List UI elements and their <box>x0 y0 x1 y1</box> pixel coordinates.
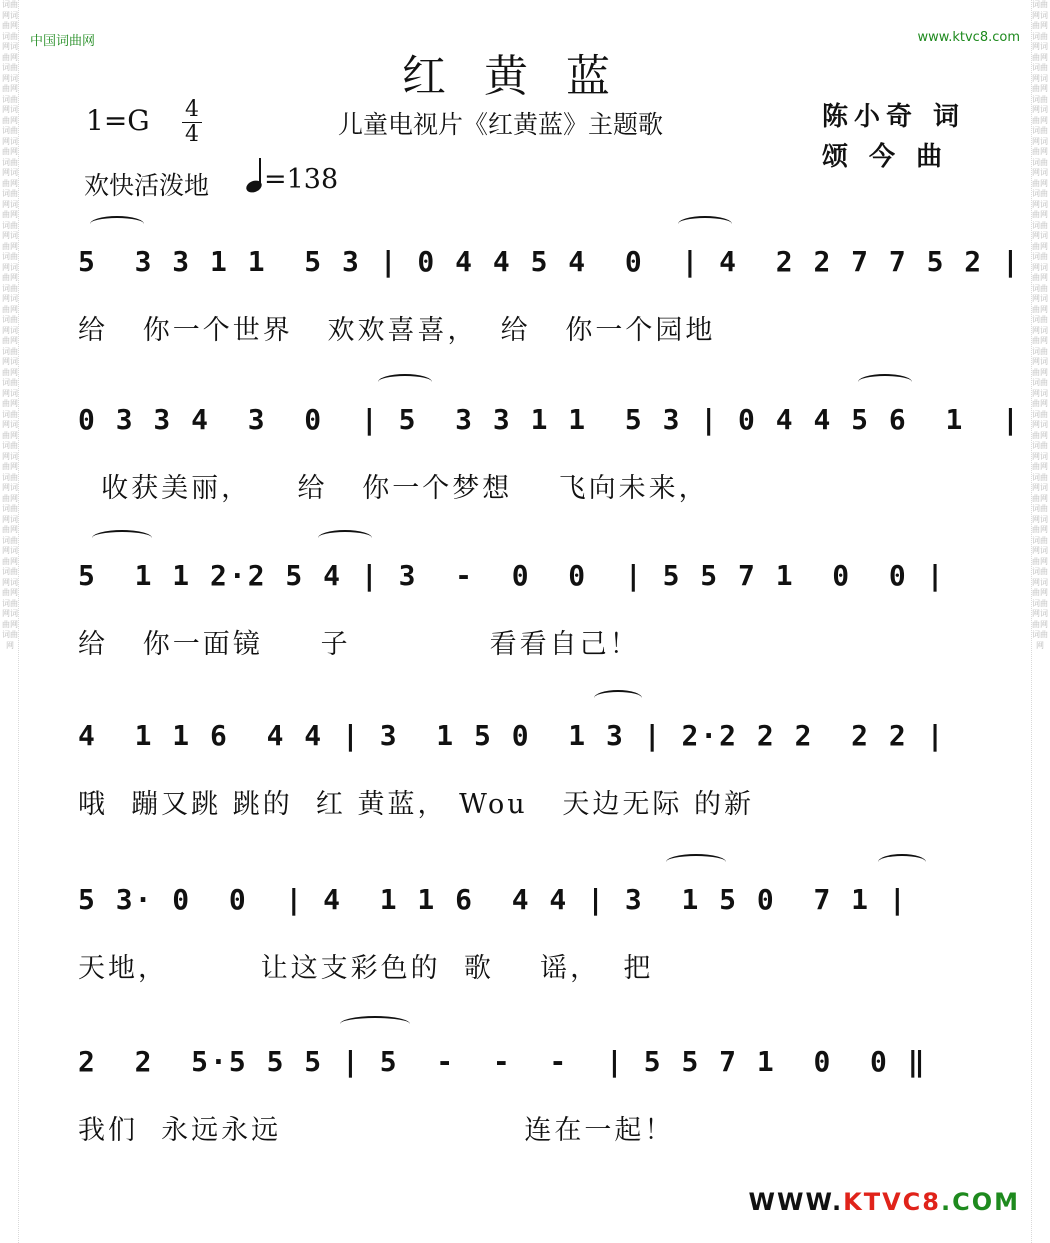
time-signature-bottom: 4 <box>185 122 199 147</box>
jianpu-notes: 2 2 5·5 5 5 | 5 - - - | 5 5 7 1 0 0 ‖ <box>78 1045 927 1078</box>
composer-credit: 颂 今 曲 <box>822 142 949 172</box>
song-title: 红黄蓝 <box>402 51 648 102</box>
watermark-part-www: WWW. <box>748 1188 844 1216</box>
song-subtitle: 儿童电视片《红黄蓝》主题歌 <box>338 110 664 139</box>
jianpu-notes: 5 3· 0 0 | 4 1 1 6 4 4 | 3 1 5 0 7 1 | <box>78 883 908 916</box>
lyrics-line: 给 你一个世界 欢欢喜喜， 给 你一个园地 <box>78 315 716 346</box>
lyrics-line: 给 你一面镜 子 看看自己！ <box>78 629 640 660</box>
side-watermark-left: 词曲网词曲网词曲网词曲网词曲网词曲网词曲网词曲网词曲网词曲网词曲网词曲网词曲网词曲网词曲网词曲网词曲网词曲网词曲网词曲网词曲网词曲网词曲网词曲网词曲网词曲网词曲网词曲网词曲网词曲网词曲网词曲网词曲网词曲网词曲网词曲网词曲网词曲网词曲网词曲网词曲网 <box>2 0 19 1243</box>
metronome-value: =138 <box>264 164 339 195</box>
watermark-part-com: .COM <box>940 1188 1020 1216</box>
jianpu-notes: 4 1 1 6 4 4 | 3 1 5 0 1 3 | 2·2 2 2 2 2 | <box>78 719 946 752</box>
lyrics-line: 哦 蹦又跳 跳的 红 黄蓝， Wou 天边无际 的新 <box>78 789 754 820</box>
watermark-part-ktvc8: KTVC8 <box>843 1188 941 1216</box>
time-signature <box>180 98 204 147</box>
lyrics-line: 收获美丽， 给 你一个梦想 飞向未来， <box>78 473 709 504</box>
site-watermark-bottom <box>749 1188 1020 1216</box>
key-signature: 1=G <box>86 104 150 137</box>
site-url-right[interactable]: www.ktvc8.com <box>917 30 1020 45</box>
jianpu-notes: 5 3 3 1 1 5 3 | 0 4 4 5 4 0 | 4 2 2 7 7 5 2 | <box>78 245 1021 278</box>
jianpu-notes: 0 3 3 4 3 0 | 5 3 3 1 1 5 3 | 0 4 4 5 6 1 | <box>78 403 1021 436</box>
time-signature-top: 4 <box>185 97 199 122</box>
side-watermark-right: 词曲网词曲网词曲网词曲网词曲网词曲网词曲网词曲网词曲网词曲网词曲网词曲网词曲网词曲网词曲网词曲网词曲网词曲网词曲网词曲网词曲网词曲网词曲网词曲网词曲网词曲网词曲网词曲网词曲网词曲网词曲网词曲网词曲网词曲网词曲网词曲网词曲网词曲网词曲网词曲网词曲网 <box>1031 0 1048 1243</box>
jianpu-notes: 5 1 1 2·2 5 4 | 3 - 0 0 | 5 5 7 1 0 0 | <box>78 559 946 592</box>
lyrics-line: 我们 永远永远 连在一起！ <box>78 1115 675 1146</box>
lyrics-line: 天地， 让这支彩色的 歌 谣， 把 <box>78 953 654 984</box>
site-name-left[interactable]: 中国词曲网 <box>30 34 96 49</box>
tempo-marking: 欢快活泼地 <box>84 171 210 200</box>
lyricist-credit: 陈小奇 词 <box>822 102 966 132</box>
metronome-marking <box>246 162 338 195</box>
